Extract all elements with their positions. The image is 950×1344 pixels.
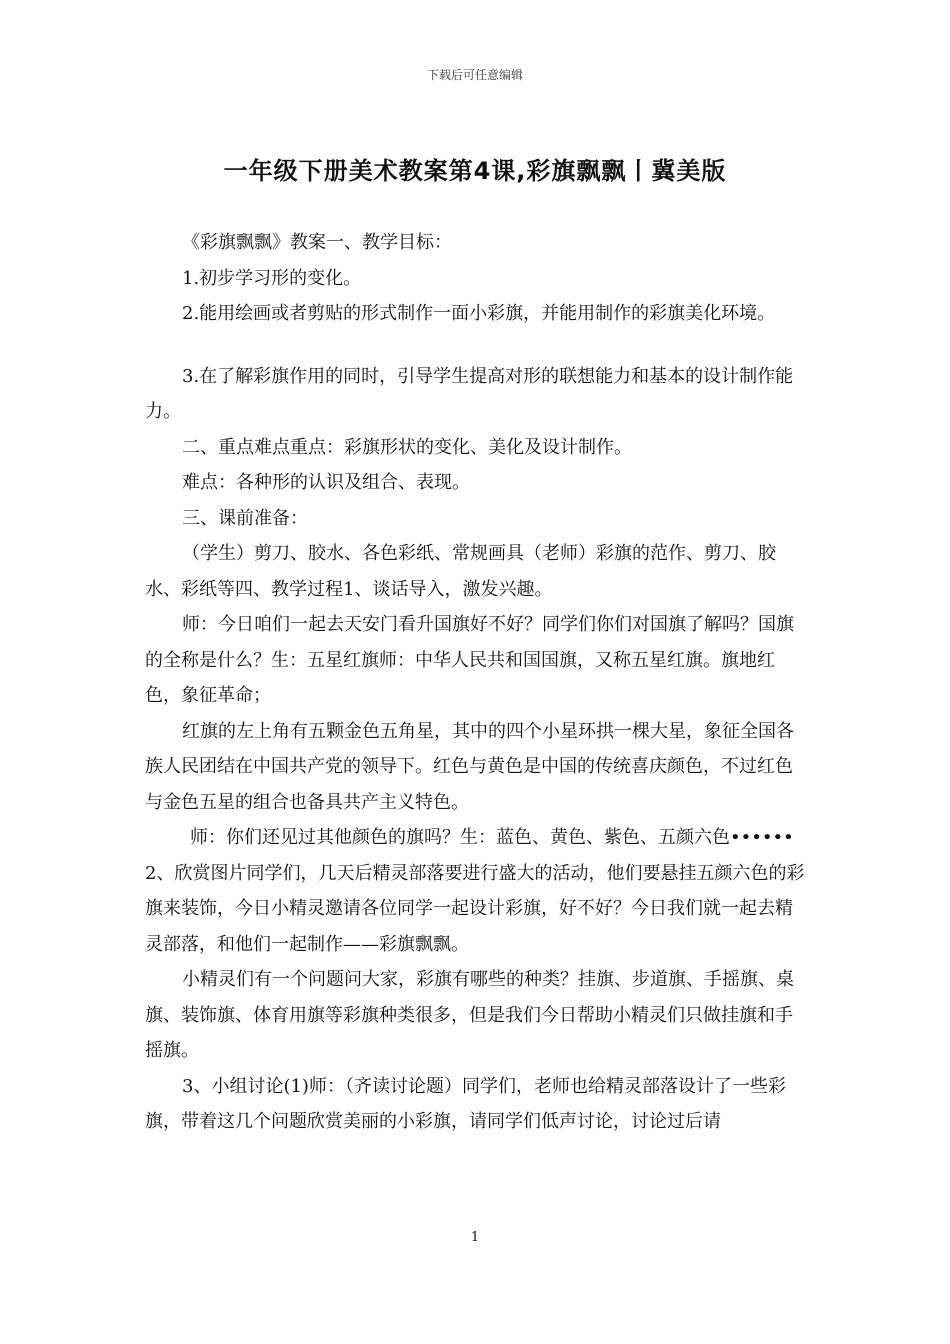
- paragraph-flag-meaning: 红旗的左上角有五颗金色五角星，其中的四个小星环拱一棵大星，象征全国各族人民团结在中国共产党的领导下。红色与黄色是中国的传统喜庆颜色，不过红色与金色五星的组合也备具共产主义特色。: [145, 720, 794, 813]
- paragraph-group-discussion: 3、小组讨论(1)师：（齐读讨论题）同学们，老师也给精灵部落设计了一些彩旗，带着这几个问题欣赏美丽的小彩旗，请同学们低声讨论，讨论过后请: [145, 1075, 786, 1132]
- paragraph-intro: 《彩旗飘飘》教案一、教学目标：: [182, 232, 452, 253]
- paragraph-difficulties: 难点：各种形的认识及组合、表现。: [182, 472, 470, 493]
- page-number: 1: [470, 1230, 480, 1245]
- paragraph-goal-1: 1.初步学习形的变化。: [182, 267, 362, 289]
- document-body: [145, 225, 805, 1140]
- paragraph-goal-2: 2.能用绘画或者剪贴的形式制作一面小彩旗，并能用制作的彩旗美化环境。: [182, 303, 776, 324]
- paragraph-key-points: 二、重点难点重点：彩旗形状的变化、美化及设计制作。: [182, 436, 632, 458]
- paragraph-goal-3: 3.在了解彩旗作用的同时，引导学生提高对形的联想能力和基本的设计制作能力。: [145, 365, 794, 422]
- paragraph-materials: （学生）剪刀、胶水、各色彩纸、常规画具（老师）彩旗的范作、剪刀、胶水、彩纸等四、教学过程1、谈话导入，激发兴趣。: [145, 543, 776, 600]
- paragraph-national-flag: 师：今日咱们一起去天安门看升国旗好不好？同学们你们对国旗了解吗？国旗的全称是什么？生：五星红旗师：中华人民共和国国旗，又称五星红旗。旗地红色，象征革命；: [145, 614, 794, 706]
- download-note: 下载后可任意编辑: [426, 68, 523, 82]
- paragraph-other-flags: 师：你们还见过其他颜色的旗吗？生：蓝色、黄色、紫色、五颜六色••••••2、欣赏图片同学们，几天后精灵部落要进行盛大的活动，他们要悬挂五颜六色的彩旗来装饰，今日小精灵邀请各位同学一起设计彩旗，好不好？今日我们就一起去精灵部落，和他们一起制作——彩旗飘飘。: [145, 827, 805, 955]
- paragraph-flag-types: 小精灵们有一个问题问大家，彩旗有哪些的种类？挂旗、步道旗、手摇旗、桌旗、装饰旗、体育用旗等彩旗种类很多，但是我们今日帮助小精灵们只做挂旗和手摇旗。: [145, 969, 794, 1061]
- paragraph-preparation-heading: 三、课前准备：: [182, 507, 308, 529]
- document-title: 一年级下册美术教案第4课,彩旗飘飘丨冀美版: [223, 157, 727, 185]
